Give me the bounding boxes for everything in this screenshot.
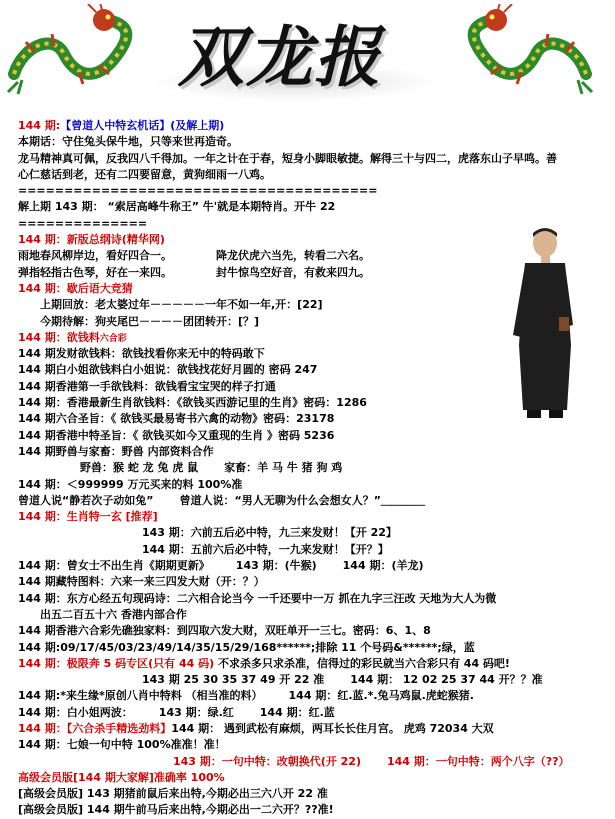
section-title: 歇后语大竞猜 xyxy=(66,281,133,295)
domestic-animals: 家畜：羊 马 牛 猪 狗 鸡 xyxy=(224,461,343,475)
text-line xyxy=(18,493,608,509)
wild-animals: 野兽：猴 蛇 龙 兔 虎 鼠 xyxy=(80,461,199,475)
text-line: 144 期：香港最新生肖欲钱料：《欲钱买西游记里的生肖》密码：1286 xyxy=(18,396,367,410)
article-body xyxy=(18,118,608,819)
issue-label: 144 期： xyxy=(18,281,67,295)
section-title: 生肖特一玄 [推荐] xyxy=(66,510,158,524)
section-heading xyxy=(18,118,608,134)
text-line: 144 期藏特图料：六来一来三四发大财（开：？） xyxy=(18,575,265,589)
issue-label: 144 期： xyxy=(18,656,67,670)
text-line xyxy=(18,199,608,215)
text-line: [高级会员版] 143 期猪前鼠后来出特,今期必出三六八开 22 准 xyxy=(18,787,328,801)
text-line: 144 期发财欲钱料：欲钱找看你来无中的特码敢下 xyxy=(18,347,265,361)
text-line: 出五二百五十六 香港内部合作 xyxy=(40,607,187,621)
issue-label: 144 期: xyxy=(18,119,61,132)
section-note: 不求杀多只求杀准，信得过的彩民就当六合彩只有 44 码吧! xyxy=(214,656,510,670)
text-line xyxy=(18,558,608,574)
text-line: 144 期野兽与家畜：野兽 内部资料合作 xyxy=(18,444,214,458)
text-line: 今期待解：狗夹尾巴－－－－团团转开：[？] xyxy=(40,314,260,328)
dragon-icon xyxy=(4,4,142,112)
separator: ============== xyxy=(18,216,148,230)
issue-label: 144 期： xyxy=(18,721,67,735)
header-banner xyxy=(0,0,615,122)
section-title: 欲钱料 xyxy=(66,330,100,344)
text-line: 144 期香港中特圣旨：《 欲钱买如今又重现的生肖 》密码 5236 xyxy=(18,428,335,442)
issue-label: 解上期 143 期： xyxy=(18,200,104,214)
poem-half: 封牛惊鸟空好音，有救来四九。 xyxy=(216,265,370,279)
text-part: 143 期：一句中特：改朝换代(开 22) xyxy=(173,754,361,768)
text-line xyxy=(18,688,608,704)
text-part: 144 期:*来生缘*原创八肖中特料 （相当准的料） xyxy=(18,689,263,703)
section-heading xyxy=(18,281,608,297)
section-title: 新版总纲诗(精华网) xyxy=(66,233,165,247)
section-title: 【六合杀手精选劲料】 xyxy=(66,721,172,735)
numbers-prev: 143 期 25 30 35 37 49 开 22 准 xyxy=(142,673,325,687)
section-subtitle: 六合彩 xyxy=(99,333,127,344)
issue-label: 144 期： xyxy=(18,330,67,344)
section-heading xyxy=(18,721,608,737)
text-line xyxy=(18,705,608,721)
poem-line xyxy=(18,248,608,264)
text-part: 143 期：绿.红 xyxy=(158,705,234,719)
poem-half: 降龙伏虎六当先，转看二六名。 xyxy=(216,249,370,263)
text-line: 本期话：守住兔头保牛地，只等来世再造奇。 xyxy=(18,135,238,149)
section-heading xyxy=(18,232,608,248)
text-part: 143 期：(牛猴) xyxy=(235,559,317,573)
section-heading xyxy=(18,656,608,672)
section-note: 144 期： 遇到武松有麻烦，两耳长长住月宫。 虎鸡 72034 大双 xyxy=(171,721,494,735)
poem-line xyxy=(18,265,608,281)
issue-label: 144 期： xyxy=(18,233,67,247)
text-line xyxy=(18,672,608,688)
numbers-current: 144 期： 12 02 25 37 44 开？？准 xyxy=(350,673,543,687)
section-heading xyxy=(18,509,608,525)
dragon-icon xyxy=(458,4,596,112)
text-part: 144 期：红.蓝.*.兔马鸡鼠.虎蛇猴猪. xyxy=(288,689,474,703)
answer-text: “索居高峰牛称王” 牛'就是本期特肖。开牛 22 xyxy=(107,200,336,214)
text-line: 143 期：六前五后必中特，九三来发财！【开 22】 xyxy=(142,526,397,540)
text-line: 144 期六合圣旨：《 欲钱买最易寄书六禽的动物》密码：23178 xyxy=(18,412,335,426)
poem-half: 雨地春风柳岸边，看好四合一。 xyxy=(18,249,172,263)
poem-half: 弹指轻指古色琴，好在一来四。 xyxy=(18,265,172,279)
text-part: 144 期：红.蓝 xyxy=(259,705,335,719)
text-paragraph: 龙马精神真可佩，反我四八千得加。一年之计在于春，短身小脚眼敏捷。解得三十与四二，虎落东山子早鸣。善心仁慈话到老，还有二四要留意，黄狗细雨一八鸡。 xyxy=(18,151,557,181)
text-line: 144 期：东方心经五句现码诗：二六相合论当今 一千还要中一万 抓在九字三汪改 天地为大人为微 xyxy=(18,591,497,605)
separator: ======================================= xyxy=(18,184,378,198)
text-line: [高级会员版] 144 期牛前马后来出特,今期必出一二六开？??准! xyxy=(18,803,334,817)
text-line: 144 期白小姐欲钱料白小姐说：欲钱找花好月圆的 密码 247 xyxy=(18,363,318,377)
section-heading xyxy=(18,330,608,346)
text-line: 144 期：＜999999 万元买来的料 100%准 xyxy=(18,477,243,491)
issue-label: 144 期： xyxy=(18,510,67,524)
text-part: 144 期：曾女士不出生肖《期期更新》 xyxy=(18,559,210,573)
quote: 曾道人说：“男人无聊为什么会想女人？”＿＿＿＿ xyxy=(179,493,425,507)
text-part: 144 期：一句中特：两个八字（??） xyxy=(386,754,570,768)
text-line: 144 期香港第一手欲钱料：欲钱看宝宝哭的样子打通 xyxy=(18,379,276,393)
section-heading: 高级会员版[144 期大家解]准确率 100% xyxy=(18,770,225,784)
quote: 曾道人说“静若次子动如兔” xyxy=(18,493,154,507)
text-line: 144 期香港六合彩先礁独家料：到四取六发大财，双旺单开一三七。密码：6、1、8 xyxy=(18,624,431,638)
text-line xyxy=(18,754,608,770)
text-line: 144 期：五前六后必中特，一九来发财！【开？】 xyxy=(142,542,389,556)
section-title: 【曾道人中特玄机话】(及解上期) xyxy=(60,119,225,132)
section-title: 极限奔 5 码专区(只有 44 码) xyxy=(66,656,215,670)
text-line xyxy=(18,460,608,476)
text-line: 144 期:09/17/45/03/23/49/14/35/15/29/168******;排除 11 个号码&******;绿，蓝 xyxy=(18,640,475,654)
text-line: 上期回放：老太婆过年－－－－－一年不如一年,开：[22] xyxy=(40,298,323,312)
page-title: 双龙报 xyxy=(178,22,382,92)
text-part: 144 期：(羊龙) xyxy=(342,559,424,573)
text-line: 144 期：七娘一句中特 100%准准！准！ xyxy=(18,738,226,752)
text-part: 144 期：白小姐两波： xyxy=(18,705,133,719)
